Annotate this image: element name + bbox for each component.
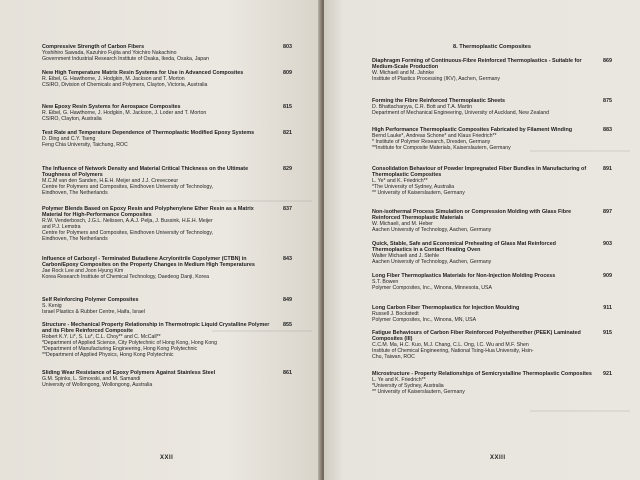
entry-affiliation: CSIRO, Division of Chemicals and Polymers, Clayton, Victoria, Australia bbox=[42, 82, 208, 89]
entry-page-number: 803 bbox=[283, 44, 292, 50]
entry-title: Quick, Stable, Safe and Economical Preheating of Glass Mat Reinforced Thermoplastics in a Contact Heating Oven bbox=[372, 241, 556, 254]
entry-authors: Jae Rock Lee and Joon Hyung Kim bbox=[42, 268, 124, 275]
entry-affiliation: Aachen University of Technology, Aachen, Germany bbox=[372, 259, 492, 266]
toc-entry bbox=[42, 166, 292, 196]
entry-page-number: 809 bbox=[283, 70, 292, 76]
entry-title: Non-isothermal Process Simulation or Compression Molding with Glass Fibre Reinforced Thermoplastic Materials bbox=[372, 209, 572, 222]
entry-affiliation: CSIRO, Clayton, Australia bbox=[42, 116, 102, 123]
toc-entry bbox=[372, 209, 612, 233]
page-number-footer: XXIII bbox=[490, 455, 506, 461]
toc-entry bbox=[42, 370, 292, 388]
entry-page-number: 869 bbox=[603, 58, 612, 64]
toc-entry bbox=[42, 256, 292, 280]
entry-authors: W. Michaeli and M. Jahnke bbox=[372, 70, 434, 77]
bleed-through-mark bbox=[212, 200, 312, 202]
entry-page-number: 897 bbox=[603, 209, 612, 215]
toc-entry bbox=[42, 44, 292, 62]
toc-entry bbox=[42, 206, 292, 243]
entry-page-number: 875 bbox=[603, 98, 612, 104]
entry-page-number: 843 bbox=[283, 256, 292, 262]
entry-affiliation: *The University of Sydney, Australia ** University of Kaiserslautern, Germany bbox=[372, 184, 465, 197]
entry-authors: M.C.M van den Sanden, H.E.H. Meijer and J.J. Crevecoeur bbox=[42, 178, 179, 185]
toc-entry bbox=[372, 127, 612, 151]
entry-affiliation: * Institute of Polymer Research, Dresden, Germany **Institute for Composite Materials, Kaiserslautern, Germany bbox=[372, 139, 511, 152]
entry-title: Compressive Strength of Carbon Fibers bbox=[42, 44, 145, 50]
entry-authors: R. Eibel, G. Hawthorne, J. Hodgkin, M. Jackson and T. Morton bbox=[42, 76, 185, 83]
entry-affiliation: Centre for Polymers and Composites, Eindhoven University of Technology, Eindhoven, The Netherlands bbox=[42, 184, 214, 197]
entry-authors: Walter Michaeli and J. Stehle bbox=[372, 253, 439, 260]
entry-affiliation: Government Industrial Research Institute of Osaka, Ikeda, Osaka, Japan bbox=[42, 56, 209, 63]
entry-title: Test Rate and Temperature Dependence of Thermoplastic Modified Epoxy Systems bbox=[42, 130, 255, 136]
entry-authors: R. Eibel, G. Hawthorne, J. Hodgkin, M. Jackson, J. Loder and T. Morton bbox=[42, 110, 207, 117]
bleed-through-mark bbox=[530, 410, 630, 412]
entry-page-number: 861 bbox=[283, 370, 292, 376]
entry-affiliation: *Department of Applied Science, City Polytechnic of Hong Kong, Hong Kong *Department of Manufacturing Engineering, Hong Kong Polytechnic **Department of Applied Physics, Hong Kong Polytechnic bbox=[42, 340, 218, 359]
entry-page-number: 883 bbox=[603, 127, 612, 133]
entry-affiliation: Feng Chia University, Taichung, ROC bbox=[42, 142, 128, 149]
entry-authors: L. Ye and K. Friedrich** bbox=[372, 377, 426, 384]
entry-title: New High Temperature Matrix Resin Systems for Use in Advanced Composites bbox=[42, 70, 244, 76]
entry-authors: W. Michaeli, and M. Heber bbox=[372, 221, 433, 228]
entry-affiliation: Centre for Polymers and Composites, Eindhoven University of Technology, Eindhoven, The Netherlands bbox=[42, 230, 214, 243]
entry-title: Influence of Carboxyl - Terminated Butadiene Acrylonitrile Copolymer (CTBN) in Carbon/Epoxy Composites on the Property Changes in Medium High Temperatures bbox=[42, 256, 255, 269]
entry-page-number: 921 bbox=[603, 371, 612, 377]
entry-page-number: 815 bbox=[283, 104, 292, 110]
entry-affiliation: Aachen University of Technology, Aachen, Germany bbox=[372, 227, 492, 234]
entry-title: Microstructure - Property Relationships of Semicrystalline Thermoplastic Composites bbox=[372, 371, 592, 377]
entry-page-number: 909 bbox=[603, 273, 612, 279]
entry-title: Forming the Fibre Reinforced Thermoplastic Sheets bbox=[372, 98, 505, 104]
entry-authors: D. Ding and C.Y. Tseng bbox=[42, 136, 96, 143]
entry-authors: G.M. Spinks, L. Simovski, and M. Samandi bbox=[42, 376, 141, 383]
entry-page-number: 891 bbox=[603, 166, 612, 172]
entry-affiliation: Israel Plastics & Rubber Centre, Haifa, Israel bbox=[42, 309, 145, 316]
toc-entry bbox=[372, 58, 612, 82]
entry-title: Polymer Blends Based on Epoxy Resin and Polyphenylene Ether Resin as a Matrix Material for High-Performance Composites bbox=[42, 206, 254, 219]
entry-affiliation: Korea Research Institute of Chemical Technology, Daedeog Danji, Korea bbox=[42, 274, 210, 281]
toc-entry bbox=[372, 330, 612, 360]
entry-authors: L. Ye* and K. Friedrich** bbox=[372, 178, 428, 185]
entry-authors: R.W. Venderbosch, J.G.L. Nelissen, A.A.J. Pelja, J. Bussink, H.E.H. Meijer and P.J. Lemstra bbox=[42, 218, 213, 231]
entry-title: Fatigue Behaviours of Carbon Fiber Reinforced Polyetherether (PEEK) Laminated Composites (III) bbox=[372, 330, 581, 343]
entry-affiliation: *University of Sydney, Australia ** University of Kaiserslautern, Germany bbox=[372, 383, 465, 396]
entry-title: Long Carbon Fiber Thermoplastics for Injection Moulding bbox=[372, 305, 520, 311]
entry-affiliation: Institute of Chemical Engineering, National Tsing-Hua University, Hsin- Chu, Taiwan, ROC bbox=[372, 348, 534, 361]
entry-title: Diaphragm Forming of Continuous-Fibre Reinforced Thermoplastics - Suitable for Medium-Scale Production bbox=[372, 58, 582, 71]
entry-page-number: 837 bbox=[283, 206, 292, 212]
entry-affiliation: Polymer Composites, Inc., Winona, Minnesota, USA bbox=[372, 285, 492, 292]
entry-title: New Epoxy Resin Systems for Aerospace Composites bbox=[42, 104, 181, 110]
toc-entry bbox=[42, 297, 292, 315]
entry-authors: Russell J. Bockstedt bbox=[372, 311, 419, 318]
entry-title: Consolidation Behaviour of Powder Impregnated Fiber Bundles in Manufacturing of Thermoplastic Composites bbox=[372, 166, 587, 179]
entry-page-number: 903 bbox=[603, 241, 612, 247]
entry-affiliation: Institute of Plastics Processing (IKV), Aachen, Germany bbox=[372, 76, 501, 83]
toc-entry bbox=[372, 305, 612, 323]
entry-title: Long Fiber Thermoplastics Materials for Non-Injection Molding Process bbox=[372, 273, 556, 279]
entry-page-number: 855 bbox=[283, 322, 292, 328]
entry-affiliation: Polymer Composites, Inc., Winona, MN, USA bbox=[372, 317, 477, 324]
page-number-footer: XXII bbox=[160, 455, 174, 461]
toc-entry bbox=[42, 322, 292, 359]
toc-entry bbox=[42, 70, 292, 88]
entry-authors: C.C.M. Ma, H.C. Kuo, M.J. Chang, C.L. Ong, I.C. Wu and M.F. Shen bbox=[372, 342, 529, 349]
entry-title: Self Reinforcing Polymer Composites bbox=[42, 297, 139, 303]
entry-authors: D. Bhattacharyya, C.R. Bott and T.A. Martin bbox=[372, 104, 472, 111]
entry-title: Sliding Wear Resistance of Epoxy Polymers Against Stainless Steel bbox=[42, 370, 216, 376]
entry-page-number: 911 bbox=[603, 305, 612, 311]
entry-page-number: 829 bbox=[283, 166, 292, 172]
entry-authors: S.T. Bowen bbox=[372, 279, 399, 286]
toc-entry bbox=[42, 104, 292, 122]
toc-entry bbox=[372, 166, 612, 196]
section-heading: 8. Thermoplastic Composites bbox=[452, 44, 532, 50]
entry-affiliation: Department of Mechanical Engineering, University of Auckland, New Zealand bbox=[372, 110, 550, 117]
entry-affiliation: University of Wollongong, Wollongong, Australia bbox=[42, 382, 153, 389]
entry-authors: Bernd Lauke*, Andreas Schone* and Klaus Friedrich** bbox=[372, 133, 497, 140]
toc-entry bbox=[372, 241, 612, 265]
toc-entry bbox=[42, 130, 292, 148]
toc-entry bbox=[372, 371, 612, 395]
entry-title: High Performance Thermoplastic Composites Fabricated by Filament Winding bbox=[372, 127, 573, 133]
entry-page-number: 915 bbox=[603, 330, 612, 336]
entry-title: The Influence of Network Density and Material Critical Thickness on the Ultimate Toughness of Polymers bbox=[42, 166, 249, 179]
entry-authors: Robert K.Y. Li*, S. Lu*, C.L. Choy** and C. McCall** bbox=[42, 334, 161, 341]
right-page bbox=[324, 0, 640, 480]
entry-authors: S. Kenig bbox=[42, 303, 62, 310]
toc-entry bbox=[372, 273, 612, 291]
toc-entry bbox=[372, 98, 612, 116]
entry-authors: Yoshihiro Sawada, Kazuhiro Fujita and Yoichiro Nakachino bbox=[42, 50, 177, 57]
entry-page-number: 821 bbox=[283, 130, 292, 136]
entry-page-number: 849 bbox=[283, 297, 292, 303]
entry-title: Structure - Mechanical Property Relationship in Thermotropic Liquid Crystalline Polymer and its Fibre Reinforced Composite bbox=[42, 322, 270, 335]
